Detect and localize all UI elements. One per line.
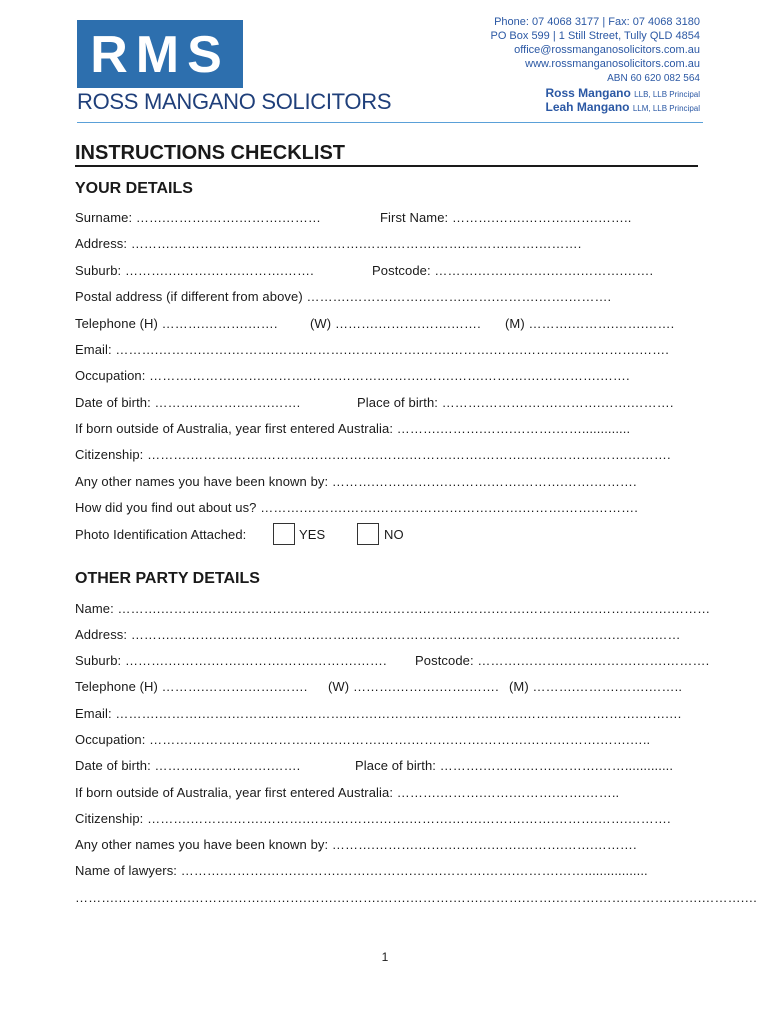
date-of-birth-field[interactable]: Date of birth: ……….……….…….……. bbox=[75, 395, 301, 410]
photo-id-label: Photo Identification Attached: bbox=[75, 527, 247, 542]
lawyers-name-continuation-field[interactable]: ……….……….…….……….…….……….…….……….…….……….…….……….…….……….…….……….…….……….… bbox=[75, 890, 758, 905]
logo-mark: RMS bbox=[90, 26, 230, 84]
other-party-suburb-field[interactable]: Suburb: ……….……….…….……….…….……….……. bbox=[75, 653, 387, 668]
email-field[interactable]: Email: ……….……….…….……….…….……….…….……….…….……….…….……….…….……….……. bbox=[75, 342, 669, 357]
phone-line: Phone: 07 4068 3177 | Fax: 07 4068 3180 bbox=[494, 16, 700, 28]
title-underline bbox=[75, 165, 698, 167]
other-party-telephone-mobile-field[interactable]: (M) ……….……….…….…….. bbox=[509, 679, 683, 694]
other-party-date-of-birth-field[interactable]: Date of birth: ……….……….…….……. bbox=[75, 758, 301, 773]
email-link[interactable]: office@rossmanganosolicitors.com.au bbox=[514, 44, 700, 56]
other-party-year-entered-australia-field[interactable]: If born outside of Australia, year first entered Australia: ……….……….…….……….…….…….. bbox=[75, 785, 620, 800]
principal-2-title: LLM, LLB Principal bbox=[632, 104, 700, 113]
other-party-email-field[interactable]: Email: ……….……….…….……….…….……….…….……….…….……….…….……….…….……….…….… bbox=[75, 706, 683, 721]
photo-id-no-label: NO bbox=[384, 527, 404, 542]
occupation-field[interactable]: Occupation: ……….……….…….……….…….……….…….……….…….……….…….……….……. bbox=[75, 368, 630, 383]
telephone-mobile-field[interactable]: (M) ……….……….…….……. bbox=[505, 316, 675, 331]
principal-2-name: Leah Mangano bbox=[545, 100, 630, 114]
other-party-occupation-field[interactable]: Occupation: ……….……….…….……….…….……….…….……….…….……….…….……….…….….. bbox=[75, 732, 651, 747]
other-party-place-of-birth-field[interactable]: Place of birth: ……….……….…….……….……............. bbox=[355, 758, 674, 773]
postcode-field[interactable]: Postcode: ……….…….……….…….……….……. bbox=[372, 263, 654, 278]
lawyers-name-field[interactable]: Name of lawyers: ……….……….…….……….…….……….…….……….…….……….……................. bbox=[75, 863, 648, 878]
header-divider bbox=[77, 122, 703, 123]
address-field[interactable]: Address: ……….……….…….……….…….……….…….……….…….……….…….………. bbox=[75, 236, 582, 251]
photo-id-no-checkbox[interactable] bbox=[357, 523, 379, 545]
other-names-field[interactable]: Any other names you have been known by: ……….……….…….……….…….……….…….………. bbox=[75, 474, 637, 489]
other-party-telephone-work-field[interactable]: (W) ……….……….…….……. bbox=[328, 679, 499, 694]
other-party-heading: OTHER PARTY DETAILS bbox=[75, 570, 260, 587]
firm-logo bbox=[77, 20, 243, 88]
photo-id-yes-label: YES bbox=[299, 527, 326, 542]
telephone-home-field[interactable]: Telephone (H) ……….……….……. bbox=[75, 316, 278, 331]
your-details-heading: YOUR DETAILS bbox=[75, 180, 193, 197]
website-link[interactable]: www.rossmanganosolicitors.com.au bbox=[525, 58, 700, 70]
principal-1-name: Ross Mangano bbox=[545, 86, 631, 100]
other-party-name-field[interactable]: Name: ……….……….…….……….…….……….…….……….…….……….…….……….…….……….…….……… bbox=[75, 601, 711, 616]
year-entered-australia-field[interactable]: If born outside of Australia, year first entered Australia: ……….……….…….……….……............. bbox=[75, 421, 631, 436]
principal-1-title: LLB, LLB Principal bbox=[634, 90, 700, 99]
abn: ABN 60 620 082 564 bbox=[607, 73, 700, 84]
other-party-telephone-home-field[interactable]: Telephone (H) ……….……….…….……. bbox=[75, 679, 308, 694]
other-party-citizenship-field[interactable]: Citizenship: ……….……….…….……….…….……….…….……….…….……….…….……….…….………. bbox=[75, 811, 671, 826]
address-line: PO Box 599 | 1 Still Street, Tully QLD 4854 bbox=[490, 30, 700, 42]
other-party-other-names-field[interactable]: Any other names you have been known by: ……….……….…….……….…….……….…….………. bbox=[75, 837, 637, 852]
photo-id-yes-checkbox[interactable] bbox=[273, 523, 295, 545]
place-of-birth-field[interactable]: Place of birth: ……….……….…….……….…….………. bbox=[357, 395, 674, 410]
other-party-address-field[interactable]: Address: ……….……….…….……….…….……….…….……….…….……….…….……….…….……….…… bbox=[75, 627, 681, 642]
principal-1 bbox=[545, 86, 700, 100]
find-out-field[interactable]: How did you find out about us? ……….……….…….……….…….……….…….……….…….………. bbox=[75, 500, 638, 515]
postal-address-field[interactable]: Postal address (if different from above) ……….……….…….……….…….……….…….………. bbox=[75, 289, 612, 304]
citizenship-field[interactable]: Citizenship: ……….……….…….……….…….……….…….……….…….……….…….……….…….………. bbox=[75, 447, 671, 462]
suburb-field[interactable]: Suburb: ……….……….…….……….……. bbox=[75, 263, 314, 278]
surname-field[interactable]: Surname: …….……….…….……….……… bbox=[75, 210, 322, 225]
other-party-postcode-field[interactable]: Postcode: ……….……….…….……….…….………. bbox=[415, 653, 710, 668]
first-name-field[interactable]: First Name: ……….…….……….…….…….. bbox=[380, 210, 632, 225]
telephone-work-field[interactable]: (W) ……….……….…….……. bbox=[310, 316, 481, 331]
page-number: 1 bbox=[381, 950, 389, 964]
page-title: INSTRUCTIONS CHECKLIST bbox=[75, 142, 345, 164]
principal-2 bbox=[545, 100, 700, 114]
firm-name: ROSS MANGANO SOLICITORS bbox=[77, 89, 392, 114]
